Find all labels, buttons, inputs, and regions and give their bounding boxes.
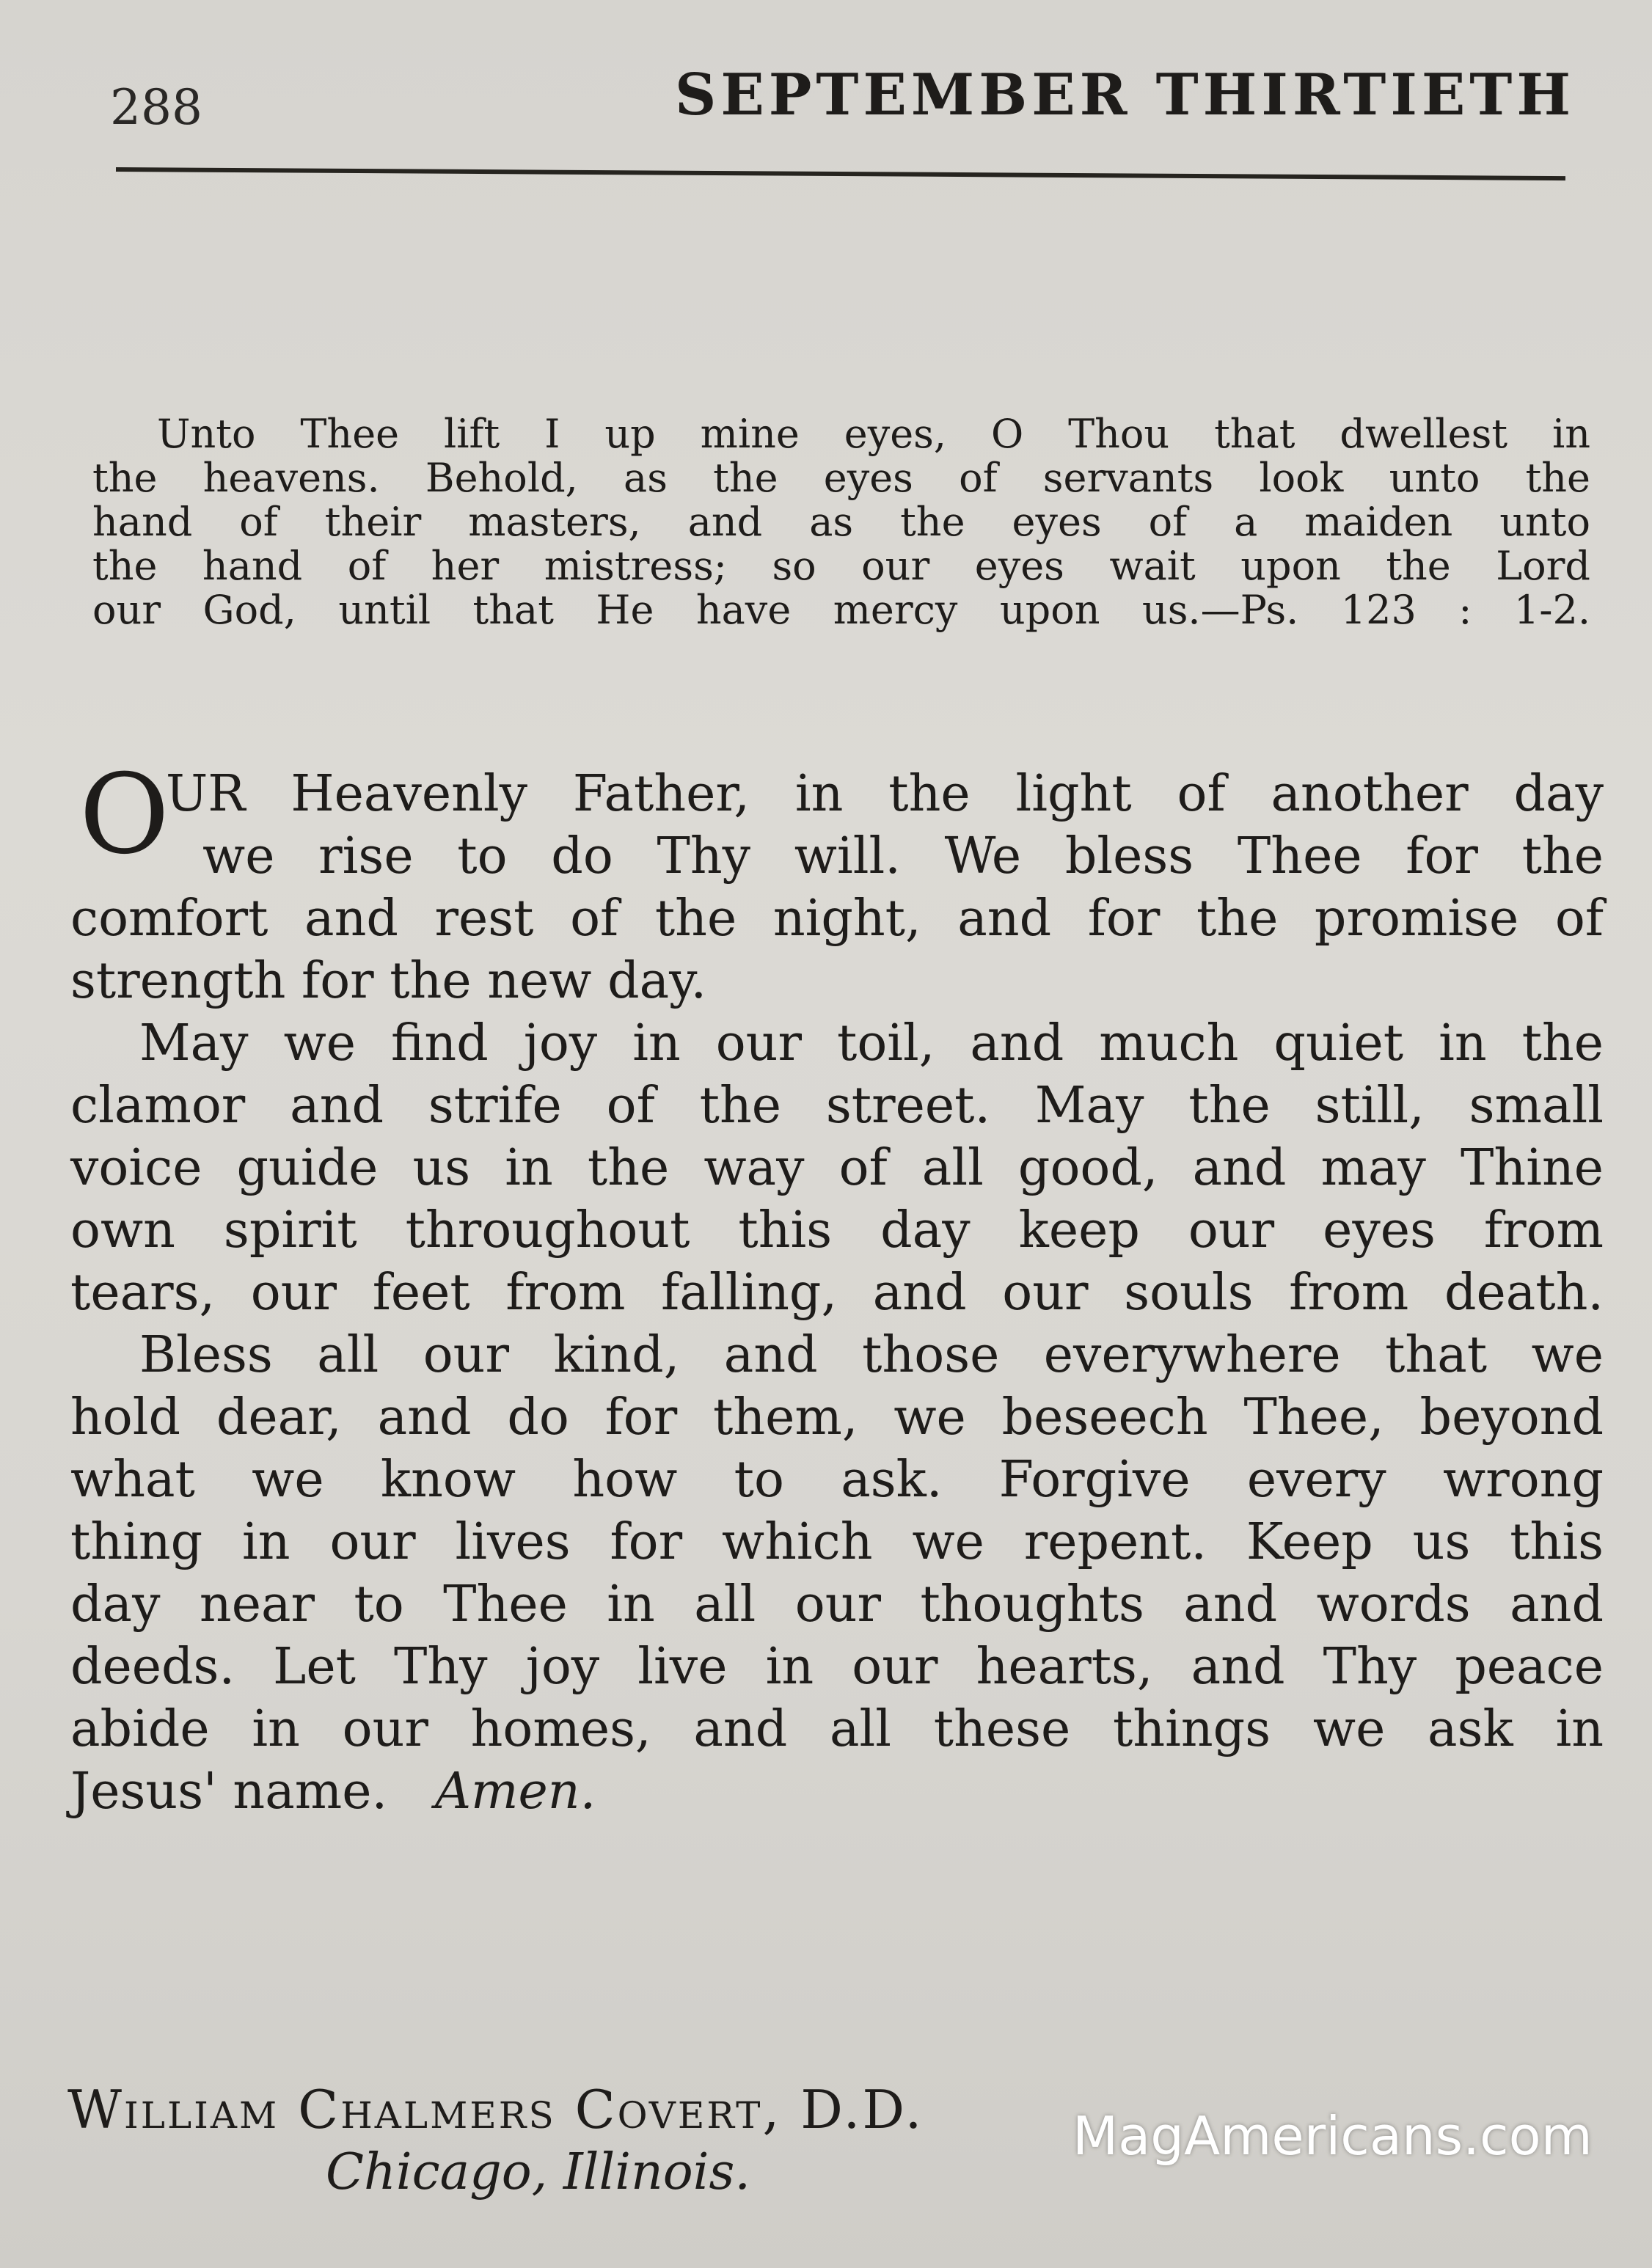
- page-number: 288: [110, 79, 202, 136]
- prayer-line: we rise to do Thy will. We bless Thee for the: [202, 827, 1604, 885]
- prayer-line: hold dear, and do for them, we beseech Thee, beyond: [70, 1389, 1604, 1446]
- epigraph-line: Unto Thee lift I up mine eyes, O Thou that dwellest in: [157, 411, 1590, 457]
- prayer-line: own spirit throughout this day keep our eyes from: [70, 1201, 1604, 1259]
- prayer-text: [70, 763, 1604, 1823]
- prayer-line: May we find joy in our toil, and much quiet in the: [139, 1014, 1604, 1072]
- prayer-line: comfort and rest of the night, and for the promise of: [70, 890, 1604, 948]
- site-watermark: MagAmericans.com: [1072, 2105, 1593, 2167]
- prayer-line: clamor and strife of the street. May the still, small: [70, 1077, 1604, 1135]
- epigraph-line: our God, until that He have mercy upon us.—Ps. 123 : 1-2.: [92, 587, 1590, 633]
- scripture-epigraph: [92, 412, 1590, 632]
- amen: Amen.: [434, 1763, 596, 1821]
- author-location: Chicago, Illinois.: [326, 2143, 750, 2201]
- prayer-line: deeds. Let Thy joy live in our hearts, and Thy peace: [70, 1638, 1604, 1696]
- running-head: SEPTEMBER THIRTIETH: [675, 62, 1576, 128]
- prayer-line: tears, our feet from falling, and our souls from death.: [70, 1264, 1604, 1322]
- prayer-line: UR Heavenly Father, in the light of another day: [166, 765, 1604, 823]
- prayer-line: voice guide us in the way of all good, and may Thine: [70, 1139, 1604, 1197]
- prayer-line: what we know how to ask. Forgive every wrong: [70, 1451, 1604, 1509]
- prayer-line: strength for the new day.: [70, 952, 707, 1010]
- prayer-line: abide in our homes, and all these things we ask in: [70, 1700, 1604, 1758]
- epigraph-line: hand of their masters, and as the eyes of a maiden unto: [92, 499, 1590, 545]
- prayer-line: Jesus' name.: [70, 1763, 388, 1821]
- header-rule: [116, 167, 1565, 180]
- author-name: William Chalmers Covert, D.D.: [67, 2079, 924, 2140]
- drop-cap: O: [79, 751, 169, 879]
- prayer-line: day near to Thee in all our thoughts and words and: [70, 1576, 1604, 1634]
- prayer-line: Bless all our kind, and those everywhere that we: [139, 1326, 1604, 1384]
- epigraph-line: the heavens. Behold, as the eyes of servants look unto the: [92, 455, 1590, 501]
- prayer-last-line: [70, 1760, 1604, 1823]
- epigraph-line: the hand of her mistress; so our eyes wait upon the Lord: [92, 543, 1590, 589]
- prayer-line: thing in our lives for which we repent. Keep us this: [70, 1513, 1604, 1571]
